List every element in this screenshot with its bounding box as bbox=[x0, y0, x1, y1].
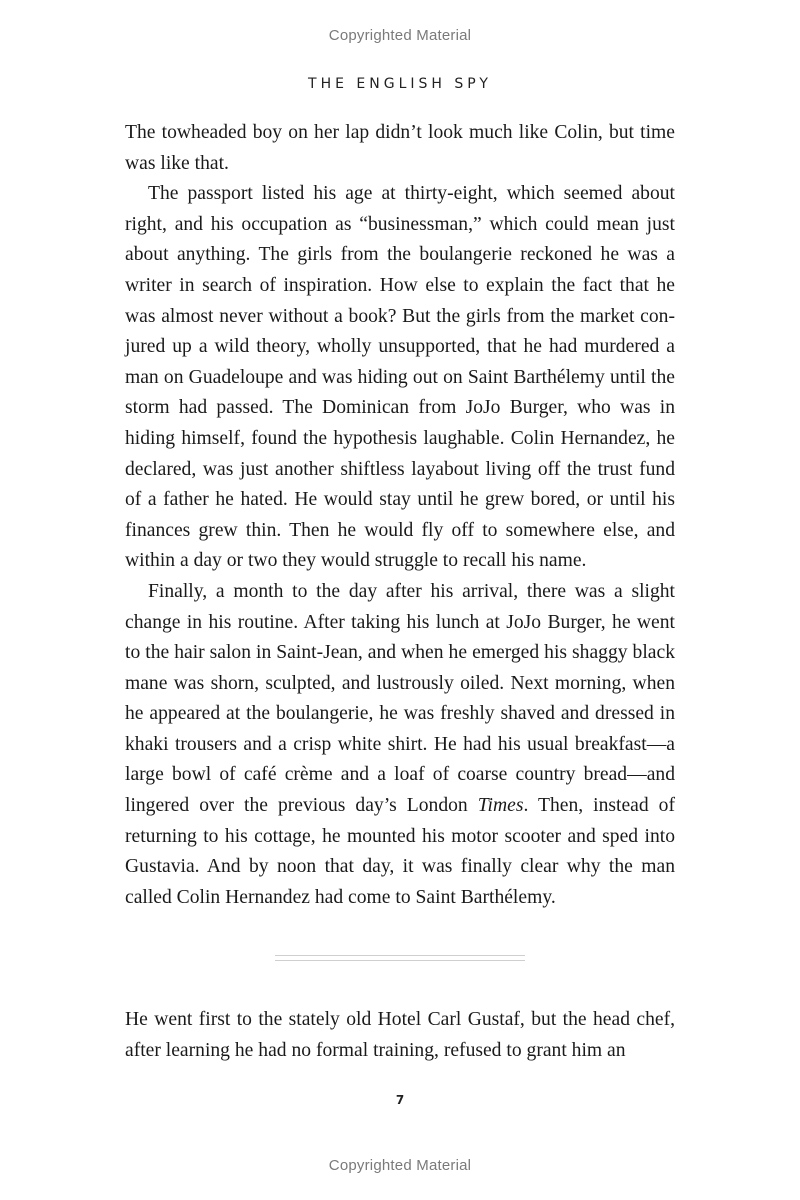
newspaper-title-italic: Times bbox=[477, 795, 524, 817]
copyright-watermark-top: Copyrighted Material bbox=[328, 27, 472, 44]
copyright-watermark-bottom: Copyrighted Material bbox=[328, 1157, 472, 1174]
page-number: 7 bbox=[395, 1093, 405, 1107]
section-break-rule bbox=[275, 955, 525, 961]
paragraph-4: He went first to the stately old Hotel Carl Gustaf, but the head chef, after learning he had no formal training, refused to grant him an bbox=[125, 1009, 675, 1061]
paragraph-2: The passport listed his age at thirty-eight, which seemed about right, and his occupation as “businessman,” which could mean just about anything. The girls from the boulangerie reckoned he was a writer in search of inspiration. How else to explain the fact that he was almost never without a book? But the girls from the market conjured up a wild theory, wholly unsupported, that he had murdered a man on Guadeloupe and was hiding out on Saint Barthélemy until the storm had passed. The Dominican from JoJo Burger, who was in hiding himself, found the hypothesis laughable. Colin Hernandez, he declared, was just another shiftless layabout living off the trust fund of a father he hated. He would stay until he grew bored, or until his finances grew thin. Then he would fly off to somewhere else, and within a day or two they would struggle to recall his name. bbox=[125, 183, 675, 572]
page-body bbox=[125, 118, 675, 913]
paragraph-3-text-b: . Then, instead of returning to his cottage, he mounted his motor scooter and sped into Gustavia. And by noon that day, it was finally clear why the man called Colin Hernandez had come to Saint Barthélemy. bbox=[125, 795, 675, 908]
running-head: THE ENGLISH SPY bbox=[308, 76, 492, 92]
paragraph-3 bbox=[125, 577, 675, 914]
paragraph-1: The towheaded boy on her lap didn’t look much like Colin, but time was like that. bbox=[125, 122, 675, 174]
new-section-body bbox=[125, 1005, 675, 1066]
paragraph-3-text-a: Finally, a month to the day after his arrival, there was a slight change in his routine. After taking his lunch at JoJo Burger, he went to the hair salon in Saint-Jean, and when he emerged his shaggy black mane was shorn, sculpted, and lustrously oiled. Next morning, when he appeared at the boulangerie, he was freshly shaved and dressed in khaki trousers and a crisp white shirt. He had his usual breakfast—a large bowl of café crème and a loaf of coarse country bread—and lingered over the previous day’s London bbox=[125, 580, 675, 817]
